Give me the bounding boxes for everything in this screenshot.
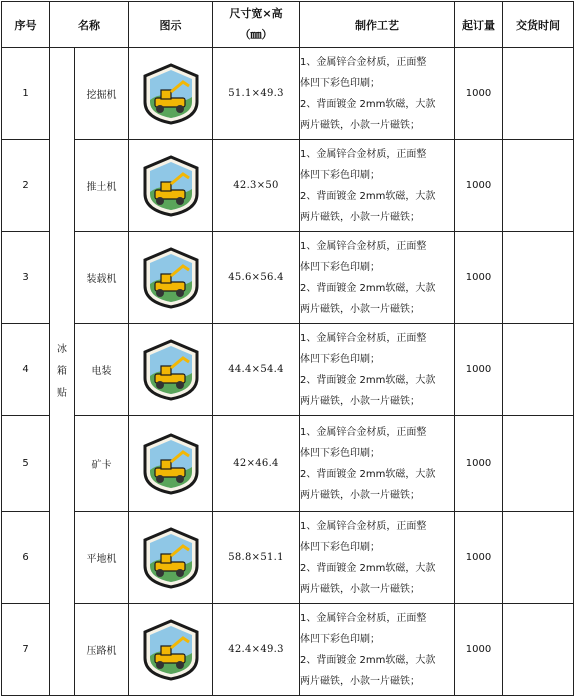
product-name: 挖掘机: [75, 48, 129, 140]
header-craft: 制作工艺: [300, 2, 455, 48]
craft-line: 1、金属锌合金材质，正面整: [300, 148, 427, 160]
craft-line: 2、背面镀金 2mm软磁，大款: [300, 654, 436, 666]
table-row: [2, 512, 574, 604]
product-name: 压路机: [75, 604, 129, 696]
table-row: [2, 48, 574, 140]
craft-line: 两片磁铁，小款一片磁铁；: [300, 119, 420, 131]
craft-line: 2、背面镀金 2mm软磁，大款: [300, 562, 436, 574]
craft-line: 2、背面镀金 2mm软磁，大款: [300, 468, 436, 480]
product-image-cell: [129, 416, 213, 512]
moq-value: 1000: [455, 324, 503, 416]
road-roller-magnet-icon: [139, 618, 203, 682]
category-char: 贴: [57, 387, 67, 399]
craft-line: 1、金属锌合金材质，正面整: [300, 240, 427, 252]
category-cell: [50, 48, 75, 696]
moq-value: 1000: [455, 140, 503, 232]
product-name: 电装: [75, 324, 129, 416]
electric-loader-magnet-icon: [139, 338, 203, 402]
table-row: [2, 324, 574, 416]
table-row: [2, 140, 574, 232]
product-image-cell: [129, 140, 213, 232]
craft-line: 2、背面镀金 2mm软磁，大款: [300, 374, 436, 386]
header-dimension-label: 尺寸宽×高: [229, 6, 283, 20]
table-row: [2, 416, 574, 512]
table-row: [2, 604, 574, 696]
craft-line: 1、金属锌合金材质，正面整: [300, 332, 427, 344]
row-index: 5: [2, 416, 50, 512]
spec-table: [1, 1, 574, 696]
header-dimension: [213, 2, 300, 48]
moq-value: 1000: [455, 416, 503, 512]
product-image-cell: [129, 48, 213, 140]
craft-description: [300, 324, 455, 416]
delivery-value: [503, 512, 574, 604]
craft-line: 体凹下彩色印刷；: [300, 353, 380, 365]
header-name: 名称: [50, 2, 129, 48]
header-row: [2, 2, 574, 48]
moq-value: 1000: [455, 604, 503, 696]
moq-value: 1000: [455, 512, 503, 604]
craft-line: 两片磁铁，小款一片磁铁；: [300, 675, 420, 687]
craft-line: 两片磁铁，小款一片磁铁；: [300, 489, 420, 501]
craft-line: 两片磁铁，小款一片磁铁；: [300, 303, 420, 315]
table-row: [2, 232, 574, 324]
craft-line: 两片磁铁，小款一片磁铁；: [300, 211, 420, 223]
craft-description: [300, 140, 455, 232]
craft-line: 1、金属锌合金材质，正面整: [300, 612, 427, 624]
craft-line: 1、金属锌合金材质，正面整: [300, 520, 427, 532]
craft-line: 体凹下彩色印刷；: [300, 77, 380, 89]
header-delivery: 交货时间: [503, 2, 574, 48]
moq-value: 1000: [455, 48, 503, 140]
excavator-magnet-icon: [139, 62, 203, 126]
product-name: 平地机: [75, 512, 129, 604]
product-name: 装载机: [75, 232, 129, 324]
mining-truck-magnet-icon: [139, 432, 203, 496]
delivery-value: [503, 140, 574, 232]
row-index: 1: [2, 48, 50, 140]
row-index: 3: [2, 232, 50, 324]
header-dimension-unit: （㎜）: [239, 27, 273, 41]
product-image-cell: [129, 512, 213, 604]
craft-line: 1、金属锌合金材质，正面整: [300, 56, 427, 68]
dimension-value: 42×46.4: [213, 416, 300, 512]
category-char: 冰: [57, 343, 67, 355]
craft-description: [300, 512, 455, 604]
moq-value: 1000: [455, 232, 503, 324]
category-char: 箱: [57, 365, 67, 377]
craft-line: 体凹下彩色印刷；: [300, 169, 380, 181]
grader-magnet-icon: [139, 526, 203, 590]
craft-description: [300, 48, 455, 140]
craft-line: 体凹下彩色印刷；: [300, 541, 380, 553]
row-index: 7: [2, 604, 50, 696]
product-image-cell: [129, 232, 213, 324]
product-name: 推土机: [75, 140, 129, 232]
dimension-value: 51.1×49.3: [213, 48, 300, 140]
dimension-value: 44.4×54.4: [213, 324, 300, 416]
product-name: 矿卡: [75, 416, 129, 512]
craft-description: [300, 416, 455, 512]
delivery-value: [503, 416, 574, 512]
craft-line: 2、背面镀金 2mm软磁，大款: [300, 98, 436, 110]
craft-line: 2、背面镀金 2mm软磁，大款: [300, 282, 436, 294]
craft-description: [300, 604, 455, 696]
craft-line: 体凹下彩色印刷；: [300, 261, 380, 273]
dimension-value: 45.6×56.4: [213, 232, 300, 324]
header-moq: 起订量: [455, 2, 503, 48]
row-index: 4: [2, 324, 50, 416]
dimension-value: 42.3×50: [213, 140, 300, 232]
craft-line: 两片磁铁，小款一片磁铁；: [300, 395, 420, 407]
craft-line: 两片磁铁，小款一片磁铁；: [300, 583, 420, 595]
header-image: 图示: [129, 2, 213, 48]
dimension-value: 42.4×49.3: [213, 604, 300, 696]
craft-line: 1、金属锌合金材质，正面整: [300, 426, 427, 438]
dimension-value: 58.8×51.1: [213, 512, 300, 604]
product-image-cell: [129, 604, 213, 696]
loader-magnet-icon: [139, 246, 203, 310]
delivery-value: [503, 48, 574, 140]
delivery-value: [503, 604, 574, 696]
delivery-value: [503, 324, 574, 416]
craft-line: 2、背面镀金 2mm软磁，大款: [300, 190, 436, 202]
craft-line: 体凹下彩色印刷；: [300, 447, 380, 459]
delivery-value: [503, 232, 574, 324]
bulldozer-magnet-icon: [139, 154, 203, 218]
row-index: 2: [2, 140, 50, 232]
craft-line: 体凹下彩色印刷；: [300, 633, 380, 645]
row-index: 6: [2, 512, 50, 604]
product-image-cell: [129, 324, 213, 416]
header-index: 序号: [2, 2, 50, 48]
craft-description: [300, 232, 455, 324]
